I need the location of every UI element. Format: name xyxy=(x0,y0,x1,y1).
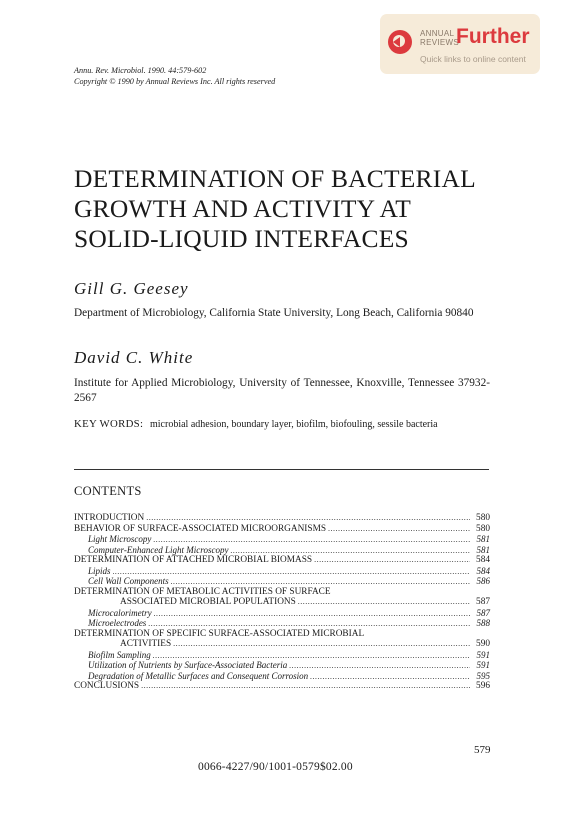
toc-entry-page: 584 xyxy=(476,565,490,576)
toc-entry[interactable] xyxy=(74,597,490,608)
toc-entry-page: 590 xyxy=(476,639,490,649)
toc-entry-label: Utilization of Nutrients by Surface-Associated Bacteria xyxy=(88,660,288,670)
toc-entry[interactable] xyxy=(74,545,490,556)
toc-entry[interactable] xyxy=(74,629,490,640)
further-logo-icon xyxy=(388,30,412,54)
toc-leader xyxy=(314,555,470,566)
toc-entry-label: DETERMINATION OF SPECIFIC SURFACE-ASSOCIATED MICROBIAL xyxy=(74,628,365,639)
toc-leader xyxy=(328,524,470,535)
toc-entry-label: Lipids xyxy=(88,565,111,576)
toc-entry[interactable] xyxy=(74,650,490,661)
page-number: 579 xyxy=(474,744,491,756)
toc-entry-label: BEHAVIOR OF SURFACE-ASSOCIATED MICROORGANISMS xyxy=(74,523,327,534)
table-of-contents xyxy=(74,513,490,692)
toc-leader xyxy=(289,661,470,672)
badge-annual-text: ANNUAL xyxy=(420,29,455,38)
toc-entry-page: 591 xyxy=(476,660,490,670)
toc-entry[interactable] xyxy=(74,513,490,524)
toc-entry-page: 586 xyxy=(476,576,490,586)
toc-entry-label: Light Microscopy xyxy=(88,534,152,544)
toc-entry[interactable] xyxy=(74,660,490,671)
keywords-values: microbial adhesion, boundary layer, biofilm, biofouling, sessile bacteria xyxy=(150,419,438,430)
toc-entry[interactable] xyxy=(74,534,490,545)
author-name: David C. White xyxy=(74,348,194,367)
badge-further-text: Further xyxy=(456,25,530,48)
copyright-line: Copyright © 1990 by Annual Reviews Inc. All rights reserved xyxy=(74,77,276,86)
toc-entry-label: Degradation of Metallic Surfaces and Consequent Corrosion xyxy=(88,670,309,681)
toc-entry[interactable] xyxy=(74,681,490,692)
author-name: Gill G. Geesey xyxy=(74,279,189,298)
toc-leader xyxy=(154,609,470,620)
toc-entry-page: 591 xyxy=(476,649,490,660)
toc-entry[interactable] xyxy=(74,524,490,535)
annual-reviews-further-badge[interactable] xyxy=(380,14,540,74)
journal-citation: Annu. Rev. Microbiol. 1990. 44:579-602 xyxy=(74,66,207,75)
author-affiliation: Department of Microbiology, California State University, Long Beach, California 90840 xyxy=(74,307,474,319)
toc-entry-page: 581 xyxy=(476,544,490,555)
toc-entry[interactable] xyxy=(74,639,490,650)
toc-leader xyxy=(173,639,470,650)
toc-entry[interactable] xyxy=(74,608,490,619)
keywords-label: KEY WORDS: xyxy=(74,418,144,430)
toc-entry-page: 581 xyxy=(476,534,490,544)
toc-entry[interactable] xyxy=(74,576,490,587)
toc-entry-label: CONCLUSIONS xyxy=(74,681,140,691)
contents-heading: CONTENTS xyxy=(74,484,142,498)
toc-entry-label: DETERMINATION OF ATTACHED MICROBIAL BIOMASS xyxy=(74,555,313,565)
badge-reviews-text: REVIEWS xyxy=(420,38,459,47)
section-divider xyxy=(74,469,489,470)
toc-entry-page: 596 xyxy=(476,681,490,691)
toc-entry-page: 595 xyxy=(476,670,490,681)
toc-entry-page: 580 xyxy=(476,523,490,534)
toc-entry-label: ACTIVITIES xyxy=(120,639,172,649)
toc-entry-page: 588 xyxy=(476,618,490,628)
toc-entry[interactable] xyxy=(74,618,490,629)
toc-entry-label: DETERMINATION OF METABOLIC ACTIVITIES OF SURFACE xyxy=(74,586,331,597)
toc-entry[interactable] xyxy=(74,555,490,566)
toc-entry-label: Cell Wall Components xyxy=(88,576,169,586)
toc-entry-label: Biofilm Sampling xyxy=(88,649,151,660)
title-line: DETERMINATION OF BACTERIAL xyxy=(74,164,476,193)
author-affiliation: Institute for Applied Microbiology, University of Tennessee, Knoxville, Tennessee 37932-2567 xyxy=(74,377,490,404)
toc-leader xyxy=(141,681,470,692)
toc-entry-label: Computer-Enhanced Light Microscopy xyxy=(88,544,229,555)
toc-entry-label: ASSOCIATED MICROBIAL POPULATIONS xyxy=(120,597,296,607)
toc-leader xyxy=(298,597,470,608)
toc-entry[interactable] xyxy=(74,566,490,577)
keywords xyxy=(74,418,438,430)
title-line: SOLID-LIQUID INTERFACES xyxy=(74,224,409,253)
title-line: GROWTH AND ACTIVITY AT xyxy=(74,194,412,223)
toc-entry-page: 580 xyxy=(476,513,490,523)
badge-subtitle: Quick links to online content xyxy=(420,54,526,64)
toc-entry[interactable] xyxy=(74,587,490,598)
toc-entry-label: Microelectrodes xyxy=(88,618,147,628)
toc-entry-page: 584 xyxy=(476,555,490,565)
toc-entry-label: Microcalorimetry xyxy=(88,607,152,618)
article-title xyxy=(74,164,514,254)
toc-entry-page: 587 xyxy=(476,597,490,607)
toc-entry-page: 587 xyxy=(476,607,490,618)
article-code: 0066-4227/90/1001-0579$02.00 xyxy=(198,761,353,773)
toc-leader xyxy=(146,513,470,524)
toc-entry-label: INTRODUCTION xyxy=(74,513,145,523)
toc-entry[interactable] xyxy=(74,671,490,682)
